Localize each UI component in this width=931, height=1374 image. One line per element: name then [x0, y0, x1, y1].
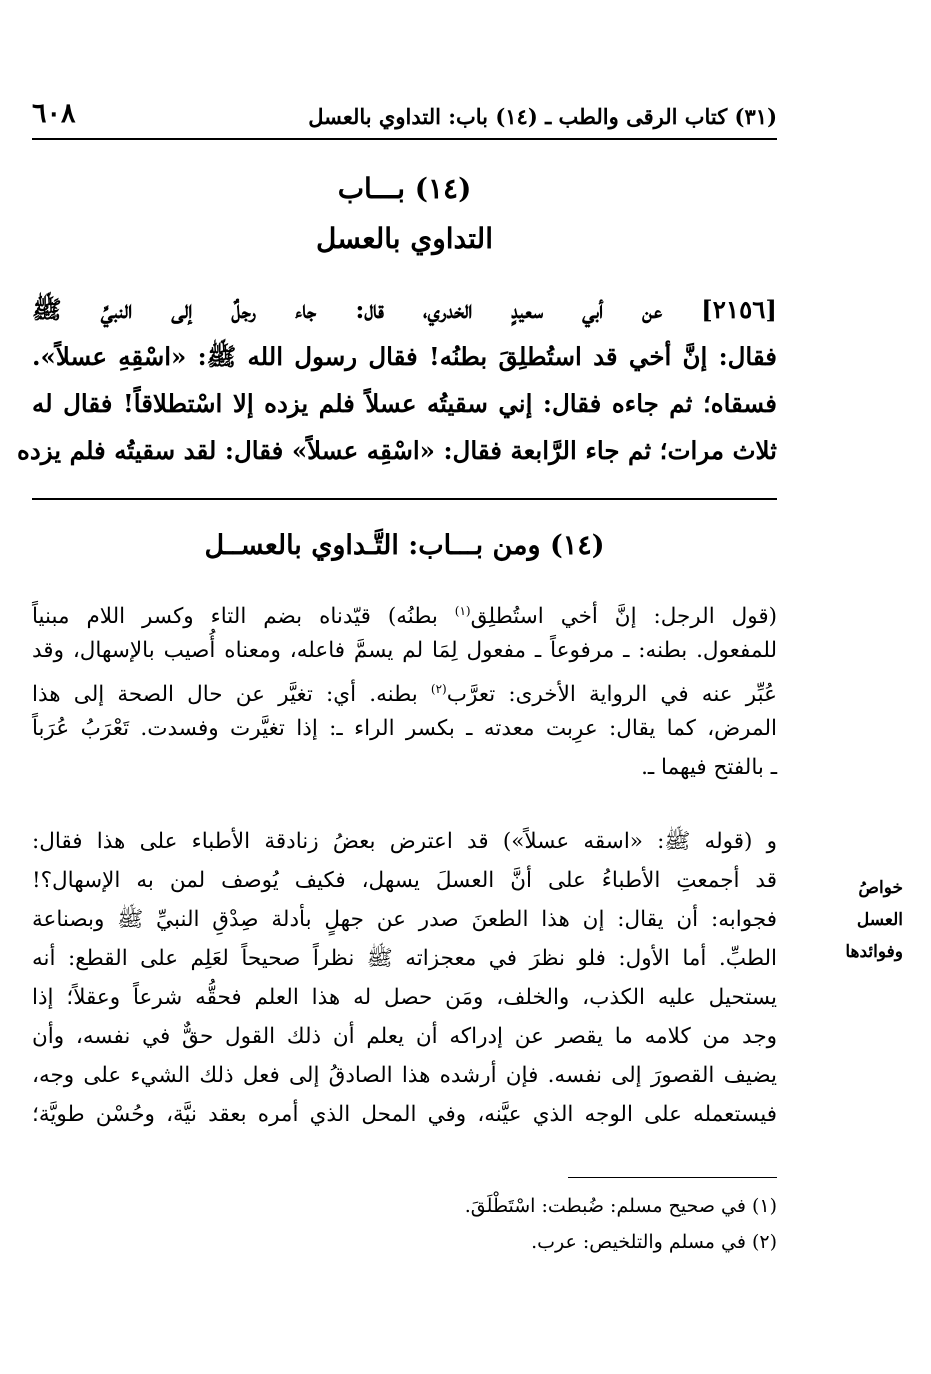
hadith-line: فقال: إنَّ أخي قد استُطلِقَ بطنُه! فقال رسول الله ﷺ: «اسْقِهِ عسلاً». [32, 342, 777, 371]
hadith-line: [٢١٥٦] عن أبي سعيدٍ الخدري، قال: جاء رجلٌ إلى النبيِّ ﷺ [32, 295, 777, 324]
text-run: عُبِّر عنه في الرواية الأخرى: تعرَّب [446, 682, 777, 708]
commentary-line: قد أجمعتِ الأطباءُ على أنَّ العسلَ يسهل، فكيف يُوصف لمن به الإسهال؟! [32, 868, 777, 893]
commentary-line [32, 592, 777, 631]
text-run: بطنه. أي: تغيَّر عن حال الصحة إلى هذا [32, 682, 431, 708]
hadith-text [17, 286, 777, 474]
commentary-line: وجد من كلامه ما يقصر عن إدراكه أن يعلم أن ذلك القول حقٌّ في نفسه، وأن [32, 1024, 777, 1049]
footnote-2: (٢) في مسلم والتلخيص: عرب. [531, 1231, 777, 1253]
running-title: (٣١) كتاب الرقى والطب ـ (١٤) باب: التداوي بالعسل [308, 104, 777, 129]
section-divider [32, 498, 777, 500]
footnote-ref[interactable]: (١) [454, 604, 471, 618]
chapter-title: التداوي بالعسل [316, 222, 493, 255]
commentary-line: الطبِّ. أما الأول: فلو نظرَ في معجزاته ﷺ نظراً صحيحاً لعَلِم على القطع: أنه [32, 946, 777, 971]
commentary-line: يضيف القصورَ إلى نفسه. فإن أرشده هذا الصادقُ إلى فعل ذلك الشيء على وجه، [32, 1063, 777, 1088]
footnote-rule [568, 1177, 777, 1178]
footnotes [32, 1188, 777, 1260]
text-run: بطنُه) قيّدناه بضم التاء وكسر اللام مبنياً [32, 604, 455, 630]
commentary-line: للمفعول. بطنه: ـ مرفوعاً ـ مفعول لِمَا لم يسمَّ فاعله، ومعناه أُصيب بالإسهال، وقد [32, 638, 777, 663]
page-number: ٦٠٨ [32, 98, 76, 129]
footnote-ref[interactable]: (٢) [430, 682, 447, 696]
commentary-line: يستحيل عليه الكذب، والخلف، ومَن حصل له هذا العلم فحقُّه شرعاً وعقلاً؛ إذا [32, 985, 777, 1010]
chapter-number: (١٤) بـــاب [337, 172, 472, 205]
commentary-paragraph-1 [32, 592, 777, 787]
commentary-line: ـ بالفتح فيهما ـ. [641, 755, 777, 780]
header-rule [32, 138, 777, 140]
hadith-line: ثلاث مرات؛ ثم جاء الرَّابعة فقال: «اسْقِه عسلاً» فقال: لقد سقيتُه فلم يزده [17, 436, 777, 465]
commentary-line: فيستعمله على الوجه الذي عيَّنه، وفي المحل الذي أمره بعقد نيَّة، وحُسْن طويَّة؛ [32, 1102, 777, 1127]
commentary-paragraph-2 [32, 822, 777, 1134]
commentary-line: فجوابه: أن يقال: إن هذا الطعنَ صدر عن جهلٍ بأدلة صِدْقِ النبيِّ ﷺ وبصناعة [32, 907, 777, 932]
commentary-line [32, 670, 777, 709]
running-head [32, 98, 777, 138]
commentary-line: و (قوله ﷺ: «اسقه عسلاً») قد اعترض بعضُ زنادقة الأطباء على هذا فقال: [32, 829, 777, 854]
footnote-1: (١) في صحيح مسلم: ضُبطت: اسْتَطْلَقَ. [464, 1195, 777, 1217]
margin-note-line: وفوائدها [845, 942, 903, 962]
margin-note [807, 872, 903, 968]
commentary-title: (١٤) ومن بـــاب: التَّـداوي بالعســل [204, 530, 605, 561]
margin-note-line: خواصُ العسل [856, 878, 903, 930]
text-run: (قول الرجل: إنَّ أخي استُطلِق [470, 604, 777, 630]
commentary-line: المرض، كما يقال: عرِبت معدته ـ بكسر الراء ـ: إذا تغيَّرت وفسدت. تَعْرَبُ عُرَباً [32, 716, 777, 741]
hadith-line: فسقاه؛ ثم جاءه فقال: إني سقيتُه عسلاً فلم يزده إلا اسْتطلاقاً! فقال له [32, 389, 777, 418]
